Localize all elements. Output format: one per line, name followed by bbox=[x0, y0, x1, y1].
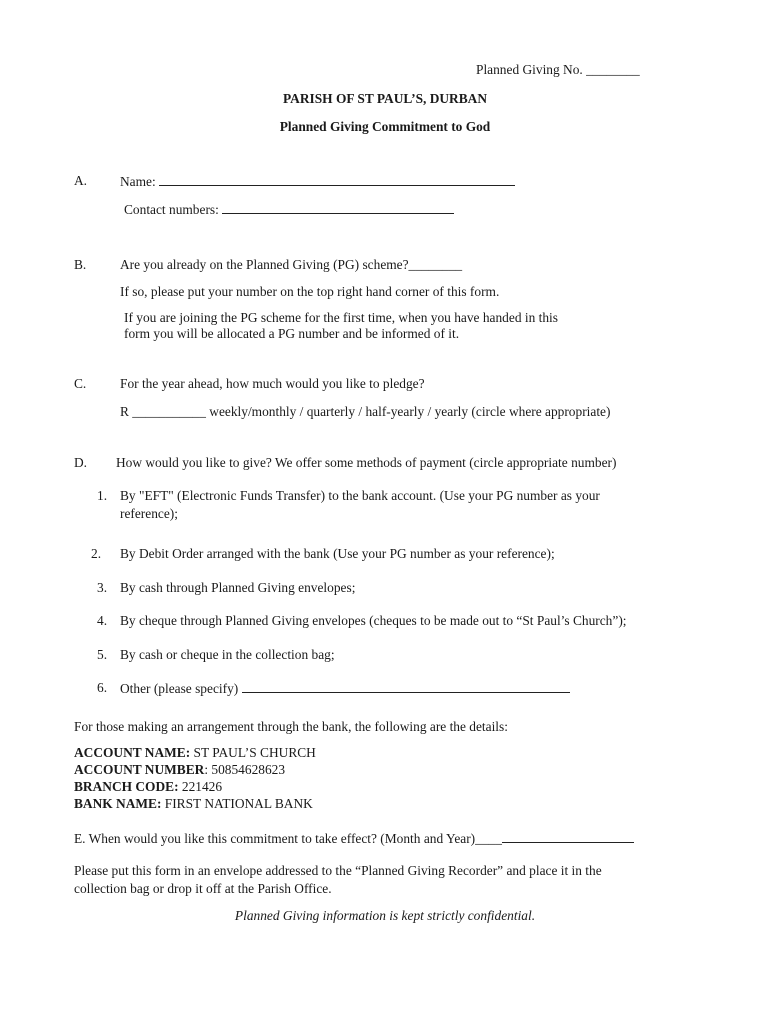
payment-methods-question: How would you like to give? We offer some methods of payment (circle appropriate number) bbox=[116, 455, 617, 470]
bank-name-value: FIRST NATIONAL BANK bbox=[164, 796, 313, 811]
section-c-letter: C. bbox=[74, 376, 87, 391]
pg-scheme-question: Are you already on the Planned Giving (PG) scheme?________ bbox=[120, 257, 463, 272]
account-name-value: ST PAUL’S CHURCH bbox=[193, 745, 316, 760]
submission-instructions-line1: Please put this form in an envelope addressed to the “Planned Giving Recorder” and place it in the bbox=[74, 863, 602, 878]
contact-row bbox=[124, 201, 454, 218]
pledge-amount-line: R ___________ weekly/monthly / quarterly / half-yearly / yearly (circle where appropriate) bbox=[120, 404, 611, 419]
other-specify-blank-line[interactable] bbox=[242, 680, 570, 693]
payment-option-1-number[interactable]: 1. bbox=[97, 488, 108, 503]
pledge-question: For the year ahead, how much would you like to pledge? bbox=[120, 376, 425, 391]
form-title: Planned Giving Commitment to God bbox=[279, 119, 491, 134]
payment-option-1-text-line2: reference); bbox=[120, 506, 178, 521]
payment-option-4-text: By cheque through Planned Giving envelopes (cheques to be made out to “St Paul’s Church”); bbox=[120, 613, 627, 628]
name-blank-line[interactable] bbox=[159, 173, 515, 186]
payment-option-3-text: By cash through Planned Giving envelopes; bbox=[120, 580, 356, 595]
commitment-start-row bbox=[74, 830, 634, 847]
commitment-start-blank-line[interactable] bbox=[502, 830, 634, 843]
pg-scheme-joining-note-line1: If you are joining the PG scheme for the first time, when you have handed in this bbox=[124, 310, 558, 325]
payment-option-2-text: By Debit Order arranged with the bank (Use your PG number as your reference); bbox=[120, 546, 555, 561]
contact-numbers-blank-line[interactable] bbox=[222, 201, 454, 214]
payment-option-6-number[interactable]: 6. bbox=[97, 680, 108, 695]
section-d-letter: D. bbox=[74, 455, 88, 470]
payment-option-6-text: Other (please specify) bbox=[120, 681, 239, 696]
bank-details-intro: For those making an arrangement through the bank, the following are the details: bbox=[74, 719, 508, 734]
account-number-row bbox=[74, 762, 285, 778]
parish-title: PARISH OF ST PAUL’S, DURBAN bbox=[283, 91, 487, 106]
section-b-letter: B. bbox=[74, 257, 87, 272]
bank-name-row bbox=[74, 796, 313, 812]
account-number-value: : 50854628623 bbox=[204, 762, 286, 777]
contact-numbers-label: Contact numbers: bbox=[124, 202, 219, 217]
bank-name-label: BANK NAME: bbox=[74, 796, 162, 811]
payment-option-4-number[interactable]: 4. bbox=[97, 613, 108, 628]
payment-option-5-number[interactable]: 5. bbox=[97, 647, 108, 662]
name-label: Name: bbox=[120, 174, 156, 189]
commitment-start-question: E. When would you like this commitment to take effect? (Month and Year)____ bbox=[74, 831, 502, 846]
account-number-label: ACCOUNT NUMBER bbox=[74, 762, 205, 777]
payment-option-6-row bbox=[120, 680, 570, 697]
section-a-letter: A. bbox=[74, 173, 88, 188]
submission-instructions-line2: collection bag or drop it off at the Parish Office. bbox=[74, 881, 332, 896]
pg-scheme-instruction: If so, please put your number on the top right hand corner of this form. bbox=[120, 284, 500, 299]
account-name-row bbox=[74, 745, 316, 761]
branch-code-label: BRANCH CODE: bbox=[74, 779, 179, 794]
branch-code-row bbox=[74, 779, 222, 795]
confidentiality-note: Planned Giving information is kept strictly confidential. bbox=[234, 908, 536, 923]
account-name-label: ACCOUNT NAME: bbox=[74, 745, 191, 760]
name-row bbox=[120, 173, 515, 190]
planned-giving-number-label: Planned Giving No. ________ bbox=[476, 62, 640, 77]
payment-option-5-text: By cash or cheque in the collection bag; bbox=[120, 647, 335, 662]
pg-scheme-joining-note-line2: form you will be allocated a PG number and be informed of it. bbox=[124, 326, 460, 341]
payment-option-2-number[interactable]: 2. bbox=[91, 546, 102, 561]
branch-code-value: 221426 bbox=[181, 779, 223, 794]
payment-option-3-number[interactable]: 3. bbox=[97, 580, 108, 595]
payment-option-1-text-line1: By "EFT" (Electronic Funds Transfer) to the bank account. (Use your PG number as your bbox=[120, 488, 600, 503]
